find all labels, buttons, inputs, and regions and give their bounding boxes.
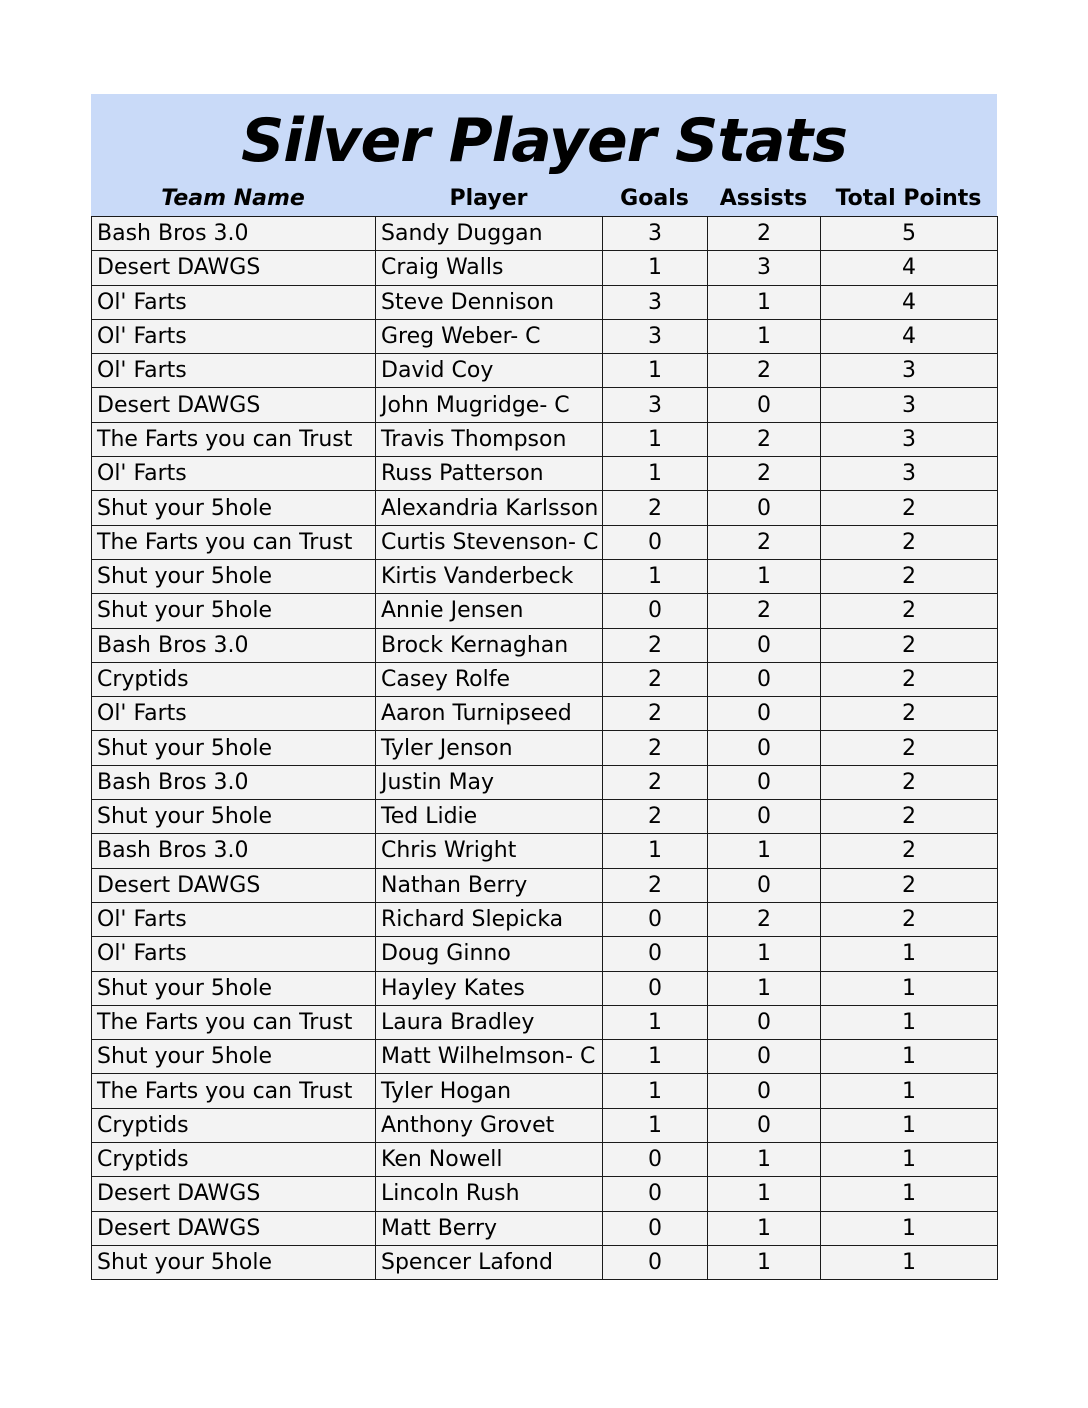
table-row xyxy=(92,800,998,834)
table-row xyxy=(92,1108,998,1142)
player-cell: Ted Lidie xyxy=(376,800,603,834)
total-points-cell: 2 xyxy=(821,731,998,765)
assists-cell: 0 xyxy=(708,662,821,696)
goals-cell: 2 xyxy=(603,800,708,834)
assists-cell: 0 xyxy=(708,1108,821,1142)
assists-cell: 0 xyxy=(708,491,821,525)
team-cell: Shut your 5hole xyxy=(92,1040,376,1074)
goals-cell: 0 xyxy=(603,1177,708,1211)
total-points-cell: 1 xyxy=(821,1074,998,1108)
goals-cell: 1 xyxy=(603,1108,708,1142)
assists-cell: 1 xyxy=(708,1177,821,1211)
player-cell: Anthony Grovet xyxy=(376,1108,603,1142)
total-points-cell: 1 xyxy=(821,1143,998,1177)
goals-cell: 0 xyxy=(603,1211,708,1245)
player-cell: Tyler Hogan xyxy=(376,1074,603,1108)
total-points-cell: 2 xyxy=(821,902,998,936)
table-row xyxy=(92,1177,998,1211)
team-cell: Ol' Farts xyxy=(92,285,376,319)
player-cell: Kirtis Vanderbeck xyxy=(376,559,603,593)
total-points-cell: 5 xyxy=(821,217,998,251)
team-cell: The Farts you can Trust xyxy=(92,1074,376,1108)
player-cell: Travis Thompson xyxy=(376,422,603,456)
player-cell: David Coy xyxy=(376,354,603,388)
table-row xyxy=(92,1074,998,1108)
player-cell: Russ Patterson xyxy=(376,457,603,491)
table-row xyxy=(92,457,998,491)
player-cell: Richard Slepicka xyxy=(376,902,603,936)
team-cell: Cryptids xyxy=(92,1143,376,1177)
table-row xyxy=(92,422,998,456)
goals-cell: 3 xyxy=(603,319,708,353)
player-cell: Ken Nowell xyxy=(376,1143,603,1177)
total-points-cell: 2 xyxy=(821,559,998,593)
player-cell: Justin May xyxy=(376,765,603,799)
header-band xyxy=(91,94,997,216)
goals-cell: 1 xyxy=(603,834,708,868)
total-points-cell: 1 xyxy=(821,1005,998,1039)
goals-cell: 1 xyxy=(603,1005,708,1039)
assists-cell: 0 xyxy=(708,868,821,902)
player-cell: Nathan Berry xyxy=(376,868,603,902)
stats-table-body xyxy=(92,217,998,1280)
total-points-cell: 4 xyxy=(821,285,998,319)
goals-cell: 1 xyxy=(603,251,708,285)
assists-cell: 1 xyxy=(708,319,821,353)
team-cell: The Farts you can Trust xyxy=(92,422,376,456)
team-cell: Bash Bros 3.0 xyxy=(92,765,376,799)
total-points-cell: 1 xyxy=(821,1211,998,1245)
table-row xyxy=(92,697,998,731)
goals-cell: 1 xyxy=(603,422,708,456)
assists-cell: 3 xyxy=(708,251,821,285)
player-cell: Casey Rolfe xyxy=(376,662,603,696)
total-points-cell: 3 xyxy=(821,457,998,491)
team-cell: Desert DAWGS xyxy=(92,388,376,422)
team-cell: Shut your 5hole xyxy=(92,971,376,1005)
table-row xyxy=(92,834,998,868)
assists-cell: 0 xyxy=(708,731,821,765)
goals-cell: 0 xyxy=(603,937,708,971)
table-row xyxy=(92,319,998,353)
table-row xyxy=(92,251,998,285)
team-cell: The Farts you can Trust xyxy=(92,1005,376,1039)
table-row xyxy=(92,1005,998,1039)
player-cell: Steve Dennison xyxy=(376,285,603,319)
goals-cell: 2 xyxy=(603,868,708,902)
player-cell: Tyler Jenson xyxy=(376,731,603,765)
table-row xyxy=(92,525,998,559)
assists-cell: 1 xyxy=(708,971,821,1005)
team-cell: Bash Bros 3.0 xyxy=(92,217,376,251)
player-cell: Chris Wright xyxy=(376,834,603,868)
assists-cell: 1 xyxy=(708,559,821,593)
table-row xyxy=(92,217,998,251)
table-row xyxy=(92,1143,998,1177)
table-row xyxy=(92,491,998,525)
stats-sheet xyxy=(91,94,997,1280)
player-cell: Laura Bradley xyxy=(376,1005,603,1039)
team-cell: Shut your 5hole xyxy=(92,1245,376,1279)
table-row xyxy=(92,594,998,628)
assists-cell: 1 xyxy=(708,834,821,868)
column-headers xyxy=(91,182,997,216)
goals-cell: 0 xyxy=(603,594,708,628)
team-cell: Shut your 5hole xyxy=(92,491,376,525)
table-row xyxy=(92,662,998,696)
total-points-cell: 2 xyxy=(821,800,998,834)
total-points-cell: 2 xyxy=(821,834,998,868)
team-cell: Ol' Farts xyxy=(92,457,376,491)
total-points-cell: 2 xyxy=(821,628,998,662)
assists-cell: 0 xyxy=(708,1040,821,1074)
table-row xyxy=(92,354,998,388)
player-cell: Annie Jensen xyxy=(376,594,603,628)
team-cell: Shut your 5hole xyxy=(92,559,376,593)
team-cell: Desert DAWGS xyxy=(92,1211,376,1245)
team-cell: Ol' Farts xyxy=(92,697,376,731)
assists-cell: 1 xyxy=(708,1143,821,1177)
goals-cell: 2 xyxy=(603,491,708,525)
team-cell: Bash Bros 3.0 xyxy=(92,834,376,868)
table-row xyxy=(92,765,998,799)
goals-cell: 2 xyxy=(603,662,708,696)
goals-cell: 0 xyxy=(603,902,708,936)
team-cell: Shut your 5hole xyxy=(92,800,376,834)
team-cell: Ol' Farts xyxy=(92,354,376,388)
goals-cell: 2 xyxy=(603,731,708,765)
team-cell: Cryptids xyxy=(92,662,376,696)
goals-cell: 3 xyxy=(603,388,708,422)
total-points-cell: 3 xyxy=(821,388,998,422)
goals-cell: 0 xyxy=(603,971,708,1005)
player-cell: Hayley Kates xyxy=(376,971,603,1005)
player-cell: Sandy Duggan xyxy=(376,217,603,251)
team-cell: Cryptids xyxy=(92,1108,376,1142)
goals-cell: 0 xyxy=(603,1143,708,1177)
team-cell: Ol' Farts xyxy=(92,902,376,936)
assists-cell: 2 xyxy=(708,422,821,456)
assists-cell: 2 xyxy=(708,354,821,388)
player-cell: Matt Berry xyxy=(376,1211,603,1245)
player-cell: Craig Walls xyxy=(376,251,603,285)
player-cell: Brock Kernaghan xyxy=(376,628,603,662)
assists-cell: 0 xyxy=(708,697,821,731)
table-row xyxy=(92,1040,998,1074)
total-points-cell: 1 xyxy=(821,1177,998,1211)
goals-cell: 3 xyxy=(603,285,708,319)
total-points-cell: 4 xyxy=(821,251,998,285)
total-points-cell: 2 xyxy=(821,697,998,731)
assists-cell: 0 xyxy=(708,800,821,834)
player-cell: Spencer Lafond xyxy=(376,1245,603,1279)
goals-cell: 3 xyxy=(603,217,708,251)
player-cell: Lincoln Rush xyxy=(376,1177,603,1211)
column-header-total-points: Total Points xyxy=(835,186,982,211)
column-header-player: Player xyxy=(449,186,528,211)
assists-cell: 2 xyxy=(708,457,821,491)
team-cell: Bash Bros 3.0 xyxy=(92,628,376,662)
table-row xyxy=(92,388,998,422)
team-cell: Ol' Farts xyxy=(92,319,376,353)
goals-cell: 2 xyxy=(603,628,708,662)
assists-cell: 2 xyxy=(708,902,821,936)
player-cell: Doug Ginno xyxy=(376,937,603,971)
total-points-cell: 2 xyxy=(821,662,998,696)
assists-cell: 1 xyxy=(708,1211,821,1245)
total-points-cell: 3 xyxy=(821,422,998,456)
table-row xyxy=(92,868,998,902)
assists-cell: 2 xyxy=(708,525,821,559)
assists-cell: 2 xyxy=(708,594,821,628)
table-row xyxy=(92,731,998,765)
assists-cell: 0 xyxy=(708,1005,821,1039)
goals-cell: 1 xyxy=(603,559,708,593)
assists-cell: 1 xyxy=(708,937,821,971)
column-header-goals: Goals xyxy=(620,186,689,211)
assists-cell: 1 xyxy=(708,285,821,319)
assists-cell: 0 xyxy=(708,628,821,662)
goals-cell: 0 xyxy=(603,1245,708,1279)
assists-cell: 2 xyxy=(708,217,821,251)
table-row xyxy=(92,285,998,319)
team-cell: Desert DAWGS xyxy=(92,868,376,902)
table-row xyxy=(92,937,998,971)
total-points-cell: 1 xyxy=(821,1040,998,1074)
total-points-cell: 2 xyxy=(821,868,998,902)
table-row xyxy=(92,559,998,593)
team-cell: Ol' Farts xyxy=(92,937,376,971)
table-row xyxy=(92,1245,998,1279)
table-row xyxy=(92,1211,998,1245)
team-cell: Shut your 5hole xyxy=(92,731,376,765)
page-title: Silver Player Stats xyxy=(241,106,847,176)
goals-cell: 1 xyxy=(603,1074,708,1108)
goals-cell: 0 xyxy=(603,525,708,559)
column-header-team: Team Name xyxy=(161,186,305,211)
goals-cell: 1 xyxy=(603,354,708,388)
total-points-cell: 3 xyxy=(821,354,998,388)
table-row xyxy=(92,628,998,662)
total-points-cell: 2 xyxy=(821,594,998,628)
total-points-cell: 1 xyxy=(821,1245,998,1279)
team-cell: The Farts you can Trust xyxy=(92,525,376,559)
total-points-cell: 1 xyxy=(821,937,998,971)
player-cell: Aaron Turnipseed xyxy=(376,697,603,731)
player-cell: Matt Wilhelmson- C xyxy=(376,1040,603,1074)
assists-cell: 1 xyxy=(708,1245,821,1279)
player-cell: John Mugridge- C xyxy=(376,388,603,422)
goals-cell: 2 xyxy=(603,765,708,799)
goals-cell: 1 xyxy=(603,457,708,491)
player-cell: Curtis Stevenson- C xyxy=(376,525,603,559)
team-cell: Desert DAWGS xyxy=(92,251,376,285)
assists-cell: 0 xyxy=(708,388,821,422)
total-points-cell: 2 xyxy=(821,491,998,525)
stats-table xyxy=(91,216,998,1280)
total-points-cell: 4 xyxy=(821,319,998,353)
player-cell: Alexandria Karlsson xyxy=(376,491,603,525)
column-header-assists: Assists xyxy=(719,186,808,211)
player-cell: Greg Weber- C xyxy=(376,319,603,353)
goals-cell: 2 xyxy=(603,697,708,731)
table-row xyxy=(92,971,998,1005)
goals-cell: 1 xyxy=(603,1040,708,1074)
total-points-cell: 1 xyxy=(821,971,998,1005)
team-cell: Shut your 5hole xyxy=(92,594,376,628)
assists-cell: 0 xyxy=(708,765,821,799)
assists-cell: 0 xyxy=(708,1074,821,1108)
table-row xyxy=(92,902,998,936)
total-points-cell: 2 xyxy=(821,525,998,559)
total-points-cell: 1 xyxy=(821,1108,998,1142)
total-points-cell: 2 xyxy=(821,765,998,799)
team-cell: Desert DAWGS xyxy=(92,1177,376,1211)
